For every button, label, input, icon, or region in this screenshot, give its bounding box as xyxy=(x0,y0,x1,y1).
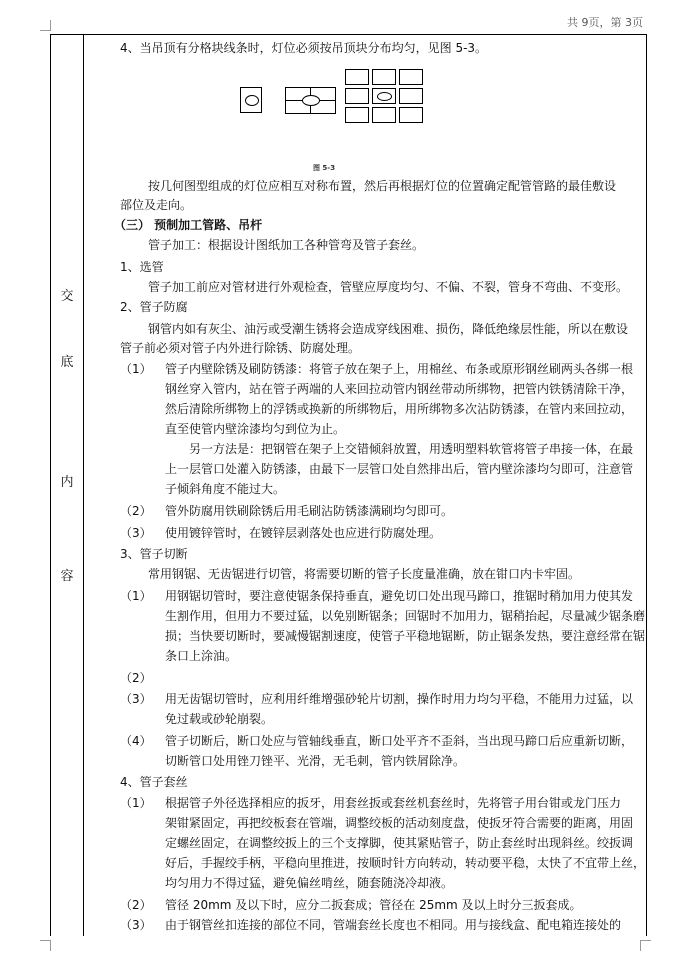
light-fixture-icon xyxy=(377,92,392,101)
text-line: 直至使管内壁涂漆均匀到位为止。 xyxy=(165,422,346,436)
label-column xyxy=(51,35,84,936)
text-line: 用钢锯切管时，要注意使锯条保持垂直，避免切口处出现马蹄口，推锯时稍加用力使其发 xyxy=(165,589,634,603)
grid-cell xyxy=(372,107,396,123)
grid-cell xyxy=(399,88,423,104)
light-fixture-icon xyxy=(302,95,320,106)
light-fixture-icon xyxy=(245,95,259,106)
text-line: 好后，手握绞手柄，平稳向里推进，按顺时针方向转动，转动要平稳，太快了不宜带上丝， xyxy=(165,856,646,870)
subheading: 4、管子套丝 xyxy=(120,775,188,789)
text-line: 架钳紧固定，再把绞板套在管端，调整绞板的活动刻度盘，使扳牙符合需要的距离，用固 xyxy=(165,816,634,830)
text-line: 管子前必须对管子内外进行除锈、防腐处理。 xyxy=(120,341,361,355)
corner-mark-bottom-right xyxy=(640,940,651,951)
grid-cell xyxy=(345,69,369,85)
text-line: 根据管子外径选择相应的扳牙，用套丝扳或套丝机套丝时，先将管子用台钳或龙门压力 xyxy=(165,796,622,810)
text-line: 钢管内如有灰尘、油污或受潮生锈将会造成穿线困难、损伤，降低绝缘层性能，所以在敷设 xyxy=(148,322,629,336)
text-line: 用无齿锯切管时，应利用纤维增强砂轮片切割，操作时用力均匀平稳，不能用力过猛，以 xyxy=(165,692,634,706)
item-number: （3） xyxy=(120,918,152,932)
label-char: 容 xyxy=(60,569,74,584)
text-line: 管子内壁除锈及刷防锈漆：将管子放在架子上，用棉丝、布条或原形钢丝刷两头各绑一根 xyxy=(165,362,634,376)
corner-mark-bottom-left xyxy=(40,940,51,951)
content-column xyxy=(84,35,646,936)
text-line: 部位及走向。 xyxy=(120,198,193,212)
document-table xyxy=(50,34,647,936)
text-line: 然后清除所绑物上的浮锈或换新的所绑物后，用所绑物多次沾防锈漆，在管内来回拉动， xyxy=(165,402,634,416)
text-line: 均匀用力不得过猛，避免偏丝啃丝，随套随浇冷却液。 xyxy=(165,876,454,890)
grid-cell xyxy=(399,107,423,123)
item-number: （1） xyxy=(120,362,152,376)
grid-cell xyxy=(345,88,369,104)
label-char: 底 xyxy=(60,355,74,370)
text-line: 4、当吊顶有分格块线条时，灯位必须按吊顶块分布均匀，见图 5-3。 xyxy=(120,41,488,55)
text-line: 生割作用，但用力不要过猛，以免别断锯条；回锯时不加用力，锯稍抬起，尽量减少锯条磨 xyxy=(165,609,646,623)
subheading: 3、管子切断 xyxy=(120,547,188,561)
label-char: 内 xyxy=(60,475,74,490)
text-line: 上一层管口处灌入防锈漆，由最下一层管口处自然排出后，管内壁涂漆均匀即可，注意管 xyxy=(165,462,634,476)
text-line: 由于钢管丝扣连接的部位不同，管端套丝长度也不相同。用与接线盒、配电箱连接处的 xyxy=(165,918,622,932)
text-line: 管子加工：根据设计图纸加工各种管弯及管子套丝。 xyxy=(148,238,425,252)
corner-mark-top-left xyxy=(40,20,51,31)
grid-cell xyxy=(372,69,396,85)
text-line: 切断管口处用锉刀锉平、光滑，无毛刺，管内铁屑除净。 xyxy=(165,754,466,768)
text-line: 子倾斜角度不能过大。 xyxy=(165,482,286,496)
figure-caption: 图 5-3 xyxy=(313,164,336,172)
subheading: 1、选管 xyxy=(120,260,164,274)
subheading: 2、管子防腐 xyxy=(120,300,188,314)
item-number: （2） xyxy=(120,898,152,912)
text-line: 管外防腐用铁刷除锈后用毛刷沾防锈漆满刷均匀即可。 xyxy=(165,504,454,518)
item-number: （1） xyxy=(120,796,152,810)
text-line: 管径 20mm 及以下时，应分二扳套成；管径在 25mm 及以上时分三扳套成。 xyxy=(165,898,582,912)
text-line: 按几何图型组成的灯位应相互对称布置，然后再根据灯位的位置确定配管管路的最佳敷设 xyxy=(148,179,617,193)
grid-cell xyxy=(345,107,369,123)
text-line: 另一方法是：把钢管在架子上交错倾斜放置，用透明塑料软管将管子串接一体，在最 xyxy=(189,442,634,456)
text-line: 管子加工前应对管材进行外观检查，管壁应厚度均匀、不偏、不裂，管身不弯曲、不变形。 xyxy=(148,280,629,294)
text-line: 条口上涂油。 xyxy=(165,649,238,663)
item-number: （3） xyxy=(120,526,152,540)
text-line: 免过载或砂轮崩裂。 xyxy=(165,712,274,726)
text-line: 常用钢锯、无齿锯进行切管，将需要切断的管子长度量准确，放在钳口内卡牢固。 xyxy=(148,567,581,581)
item-number: （2） xyxy=(120,504,152,518)
grid-cell xyxy=(399,69,423,85)
item-number: （3） xyxy=(120,692,152,706)
text-line: 钢丝穿入管内，站在管子两端的人来回拉动管内钢丝带动所绑物，把管内铁锈清除干净， xyxy=(165,382,634,396)
item-number: （1） xyxy=(120,589,152,603)
text-line: 损；当快要切断时，要减慢锯割速度，使管子平稳地锯断，防止锯条发热，要注意经常在锯 xyxy=(165,629,646,643)
page-number: 共 9页，第 3页 xyxy=(567,16,643,29)
text-line: 管子切断后，断口处应与管轴线垂直，断口处平齐不歪斜，当出现马蹄口后应重新切断， xyxy=(165,734,634,748)
label-char: 交 xyxy=(60,289,74,304)
section-heading: （三） 预制加工管路、吊杆 xyxy=(114,218,263,232)
text-line: 使用镀锌管时，在镀锌层剥落处也应进行防腐处理。 xyxy=(165,526,442,540)
text-line: 定螺丝固定，在调整绞扳上的三个支撑脚，使其紧贴管子，防止套丝时出现斜丝。绞扳调 xyxy=(165,836,634,850)
item-number: （2） xyxy=(120,671,152,685)
item-number: （4） xyxy=(120,734,152,748)
